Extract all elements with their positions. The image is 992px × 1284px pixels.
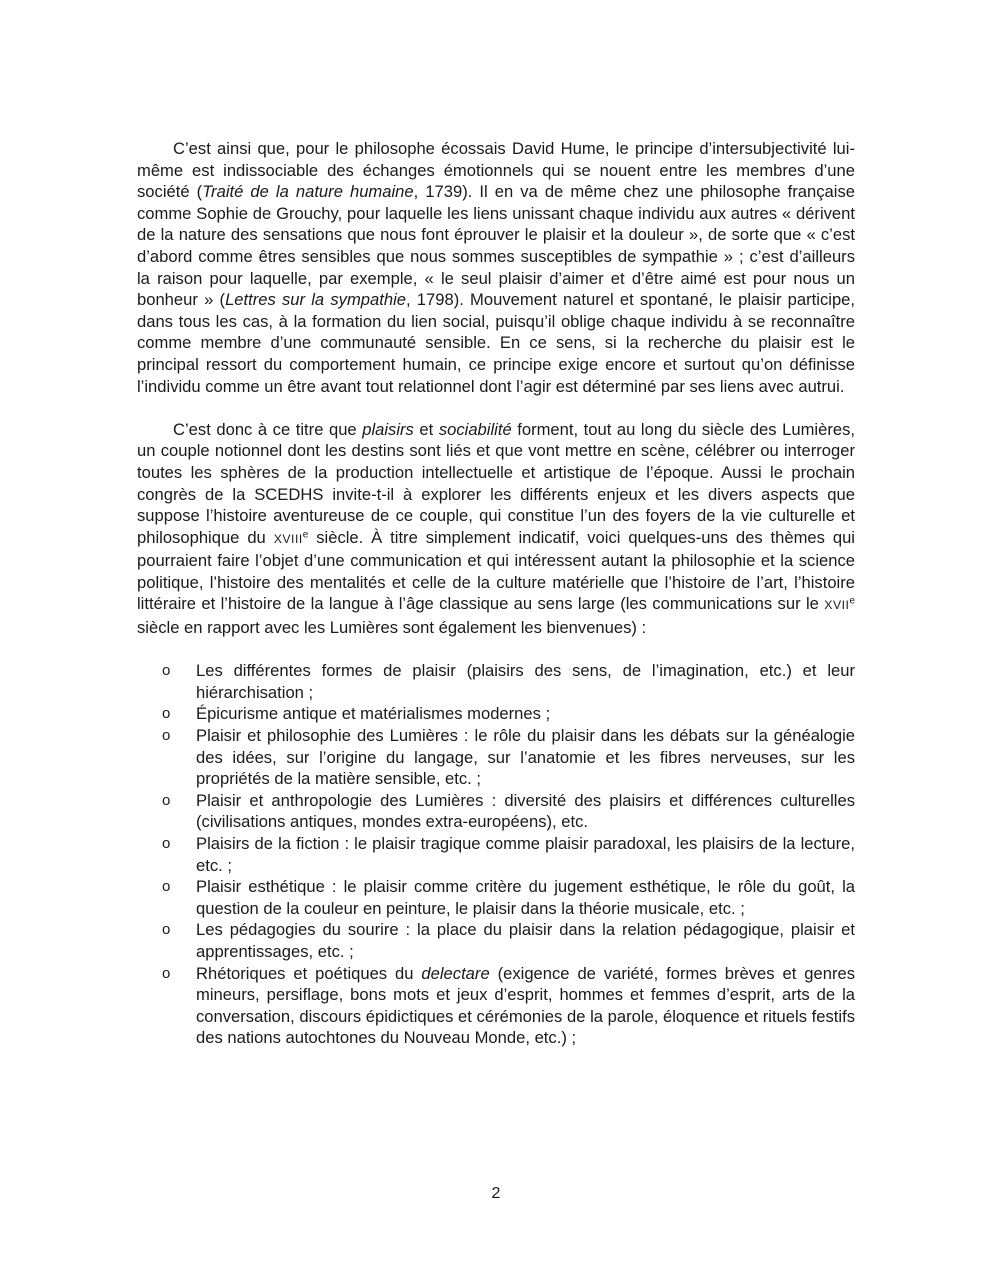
paragraph-hume-grouchy <box>137 138 855 397</box>
text-run: C’est donc à ce titre que <box>173 419 363 439</box>
bullet-circle-icon: o <box>162 705 171 723</box>
text-run: forment, tout au long du siècle des Lumières, un couple notionnel dont les destins sont liés et que vont mettre en scène, célébrer ou interroger toutes les sphères de la production intellectuelle et artistique de l’époque. Aussi le prochain congrès de la SCEDHS invite-t-il à explorer les différents enjeux et les divers aspects que suppose l’histoire aventureuse de ce couple, qui constitue l’un des foyers de la vie culturelle et philosophique du <box>137 419 855 547</box>
ordinal-suffix: e <box>849 596 855 607</box>
list-item-text: Plaisirs de la fiction : le plaisir tragique comme plaisir paradoxal, les plaisirs de la lecture, etc. ; <box>196 834 855 875</box>
list-item <box>137 963 855 1049</box>
list-item <box>137 876 855 919</box>
list-item <box>137 703 855 725</box>
bullet-circle-icon: o <box>162 878 171 896</box>
term-sociabilite: sociabilité <box>438 419 512 439</box>
book-title-traite: Traité de la nature humaine <box>202 182 414 202</box>
century-numeral: XVIII <box>273 531 303 546</box>
list-item-text: Les différentes formes de plaisir (plaisirs des sens, de l’imagination, etc.) et leur hiérarchisation ; <box>196 661 855 702</box>
text-run: et <box>413 419 439 439</box>
term-delectare: delectare <box>421 963 490 983</box>
text-run: C’est ainsi que, pour le philosophe écossais David Hume, le principe d’intersubjectivité lui-même est indissociable des échanges émotionnels qui se nouent entre les membres d’une société ( <box>137 139 855 202</box>
bullet-circle-icon: o <box>162 662 171 680</box>
themes-list <box>137 660 855 1049</box>
bullet-circle-icon: o <box>162 921 171 939</box>
list-item <box>137 919 855 962</box>
body-text <box>137 138 855 1049</box>
bullet-circle-icon: o <box>162 964 171 982</box>
bullet-circle-icon: o <box>162 835 171 852</box>
list-item-text: Les pédagogies du sourire : la place du plaisir dans la relation pédagogique, plaisir et apprentissages, etc. ; <box>196 920 855 961</box>
text-run: siècle. À titre simplement indicatif, voici quelques-uns des thèmes qui pourraient faire l’objet d’une communication et qui intéressent autant la philosophie et la science politique, l’histoire des mentalités et celle de la culture matérielle que l’histoire de l’art, l’histoire littéraire et l’histoire de la langue à l’âge classique au sens large (les communications sur le <box>137 527 855 614</box>
ordinal-suffix: e <box>302 529 309 541</box>
list-item-text: Plaisir esthétique : le plaisir comme critère du jugement esthétique, le rôle du goût, la question de la couleur en peinture, le plaisir dans la théorie musicale, etc. ; <box>196 877 855 918</box>
bullet-circle-icon: o <box>162 791 171 809</box>
list-item <box>137 833 855 876</box>
page-number: 2 <box>491 1185 501 1202</box>
list-item-text: (exigence de variété, formes brèves et genres mineurs, persiflage, bons mots et jeux d’esprit, hommes et femmes d’esprit, arts de la conversation, discours épidictiques et cérémonies de la parole, éloquence et rituels festifs des nations autochtones du Nouveau Monde, etc.) ; <box>196 963 855 1048</box>
paragraph-plaisirs-sociabilite <box>137 419 855 639</box>
century-numeral: XVII <box>824 598 850 613</box>
term-plaisirs: plaisirs <box>362 419 414 439</box>
list-item <box>137 725 855 790</box>
text-run: , 1798). Mouvement naturel et spontané, le plaisir participe, dans tous les cas, à la formation du lien social, puisqu’il oblige chaque individu à se reconnaître comme membre d’une communauté sensible. En ce sens, si la recherche du plaisir est le principal ressort du comportement humain, ce principe exige encore et surtout qu’on définisse l’individu comme un être avant tout relationnel dont l’agir est déterminé par ses liens avec autrui. <box>137 290 856 396</box>
list-item <box>137 790 855 833</box>
list-item <box>137 660 855 703</box>
list-item-text: Plaisir et anthropologie des Lumières : diversité des plaisirs et différences culturelles (civilisations antiques, mondes extra-européens), etc. <box>196 790 855 832</box>
text-run: siècle en rapport avec les Lumières sont également les bienvenues) : <box>137 618 647 638</box>
book-title-lettres: Lettres sur la sympathie <box>225 290 406 310</box>
list-item-text: Rhétoriques et poétiques du <box>196 963 422 983</box>
text-run: , 1739). Il en va de même chez une philosophe française comme Sophie de Grouchy, pour laquelle les liens unissant chaque individu aux autres « dérivent de la nature des sensations que nous font éprouver le plaisir et la douleur », de sorte que « c’est d’abord comme êtres sensibles que nous sommes susceptibles de sympathie » ; c’est d’ailleurs la raison pour laquelle, par exemple, « le seul plaisir d’aimer et d’être aimé est pour nous un bonheur » ( <box>137 182 855 310</box>
bullet-circle-icon: o <box>162 727 171 745</box>
list-item-text: Épicurisme antique et matérialismes modernes ; <box>196 704 551 724</box>
list-item-text: Plaisir et philosophie des Lumières : le rôle du plaisir dans les débats sur la généalogie des idées, sur l’origine du langage, sur l’anatomie et les fibres nerveuses, sur les propriétés de la matière sensible, etc. ; <box>196 726 855 789</box>
